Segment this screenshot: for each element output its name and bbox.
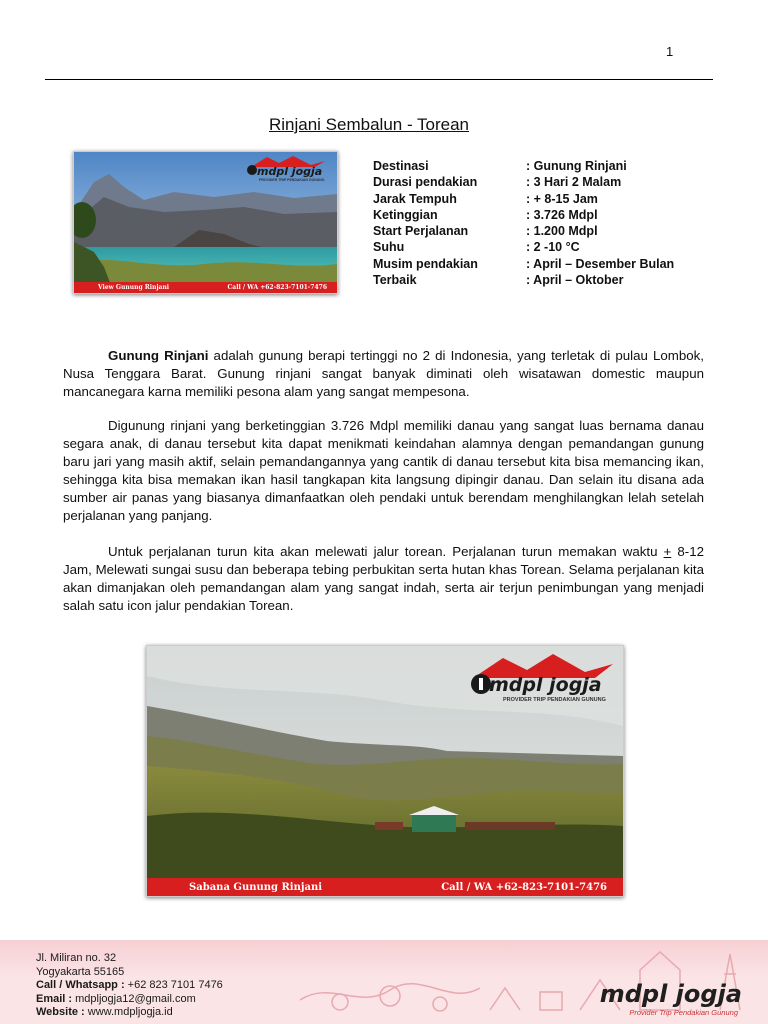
footer-phone: Call / Whatsapp : +62 823 7101 7476 bbox=[36, 979, 223, 992]
footer-address-line: Jl. Miliran no. 32 bbox=[36, 952, 117, 964]
photo-caption-bar bbox=[74, 282, 337, 293]
info-row: Terbaik : April – Oktober bbox=[373, 273, 624, 288]
rinjani-lake-photo bbox=[73, 151, 338, 294]
info-row: Musim pendakian : April – Desember Bulan bbox=[373, 256, 675, 271]
info-row: Suhu : 2 -10 °C bbox=[373, 240, 580, 255]
footer-address-line: Yogyakarta 55165 bbox=[36, 965, 125, 978]
header-rule bbox=[45, 79, 713, 80]
document-title: Rinjani Sembalun - Torean bbox=[268, 115, 470, 134]
photo-caption-bar bbox=[147, 878, 623, 896]
footer-email: Email : mdpljogja12@gmail.com bbox=[36, 992, 196, 1005]
footer-contact bbox=[36, 952, 223, 1020]
footer-tagline: Provider Trip Pendakian Gunung bbox=[629, 1008, 738, 1017]
paragraph-torean: Untuk perjalanan turun kita akan melewati jalur torean. Perjalanan turun memakan waktu + 8-12 Jam, Melewati sungai susu dan beberapa tebing perbukitan serta hutan khas Torean. Selama perjalanan kita akan dimanjakan oleh pemandangan alam yang sangat indah, serta air terjun penimbungan yang menjadi salah satu icon jalur pendakian Torean. bbox=[63, 544, 704, 613]
paragraph-lake: Digunung rinjani yang berketinggian 3.726 Mdpl memiliki danau yang sangat luas bernama danau segara anak, di danau tersebut kita dapat menikmati keindahan alamnya dengan pemandangan gunung baru jari yang masih aktif, selain pemandangannya yang cantik di danau tersebut kita bisa memancing ikan, sehingga kita bisa memakan ikan hasil tangkapan kita langsung dipingir danau. Dan selain itu disana ada sumber air panas yang biasanya dimanfaatkan oleh pendaki untuk berendam menghilangkan lelah setelah perjalanan yang panjang. bbox=[63, 418, 704, 523]
caption-right: Call / WA +62-823-7101-7476 bbox=[227, 284, 327, 291]
info-row: Start Perjalanan : 1.200 Mdpl bbox=[373, 224, 598, 239]
mdpl-logo: mdpl jogja PROVIDER TRIP PENDAKIAN GUNUNG bbox=[467, 652, 619, 708]
info-row: Durasi pendakian : 3 Hari 2 Malam bbox=[373, 175, 622, 190]
trip-info-table bbox=[373, 158, 686, 288]
paragraph-intro: Gunung Rinjani adalah gunung berapi tertinggi no 2 di Indonesia, yang terletak di pulau Lombok, Nusa Tenggara Barat. Gunung rinjani sangat banyak diminati oleh wisatawan domestic maupun mancanegara karna memiliki pesona alam yang sangat mempesona. bbox=[63, 348, 704, 399]
info-row: Ketinggian : 3.726 Mdpl bbox=[373, 207, 598, 222]
footer bbox=[0, 940, 768, 1024]
caption-left: View Gunung Rinjani bbox=[98, 284, 170, 291]
page-number: 1 bbox=[666, 44, 674, 59]
info-row: Destinasi : Gunung Rinjani bbox=[373, 159, 627, 173]
savanna-photo bbox=[146, 645, 624, 897]
caption-right: Call / WA +62-823-7101-7476 bbox=[441, 881, 607, 893]
caption-left: Sabana Gunung Rinjani bbox=[189, 881, 323, 893]
footer-logo: mdpl jogja bbox=[599, 980, 742, 1008]
mdpl-logo: mdpl jogja PROVIDER TRIP PENDAKIAN GUNUNG bbox=[245, 155, 331, 185]
footer-website: Website : www.mdpljogja.id bbox=[36, 1006, 173, 1019]
info-row: Jarak Tempuh : + 8-15 Jam bbox=[373, 191, 598, 206]
